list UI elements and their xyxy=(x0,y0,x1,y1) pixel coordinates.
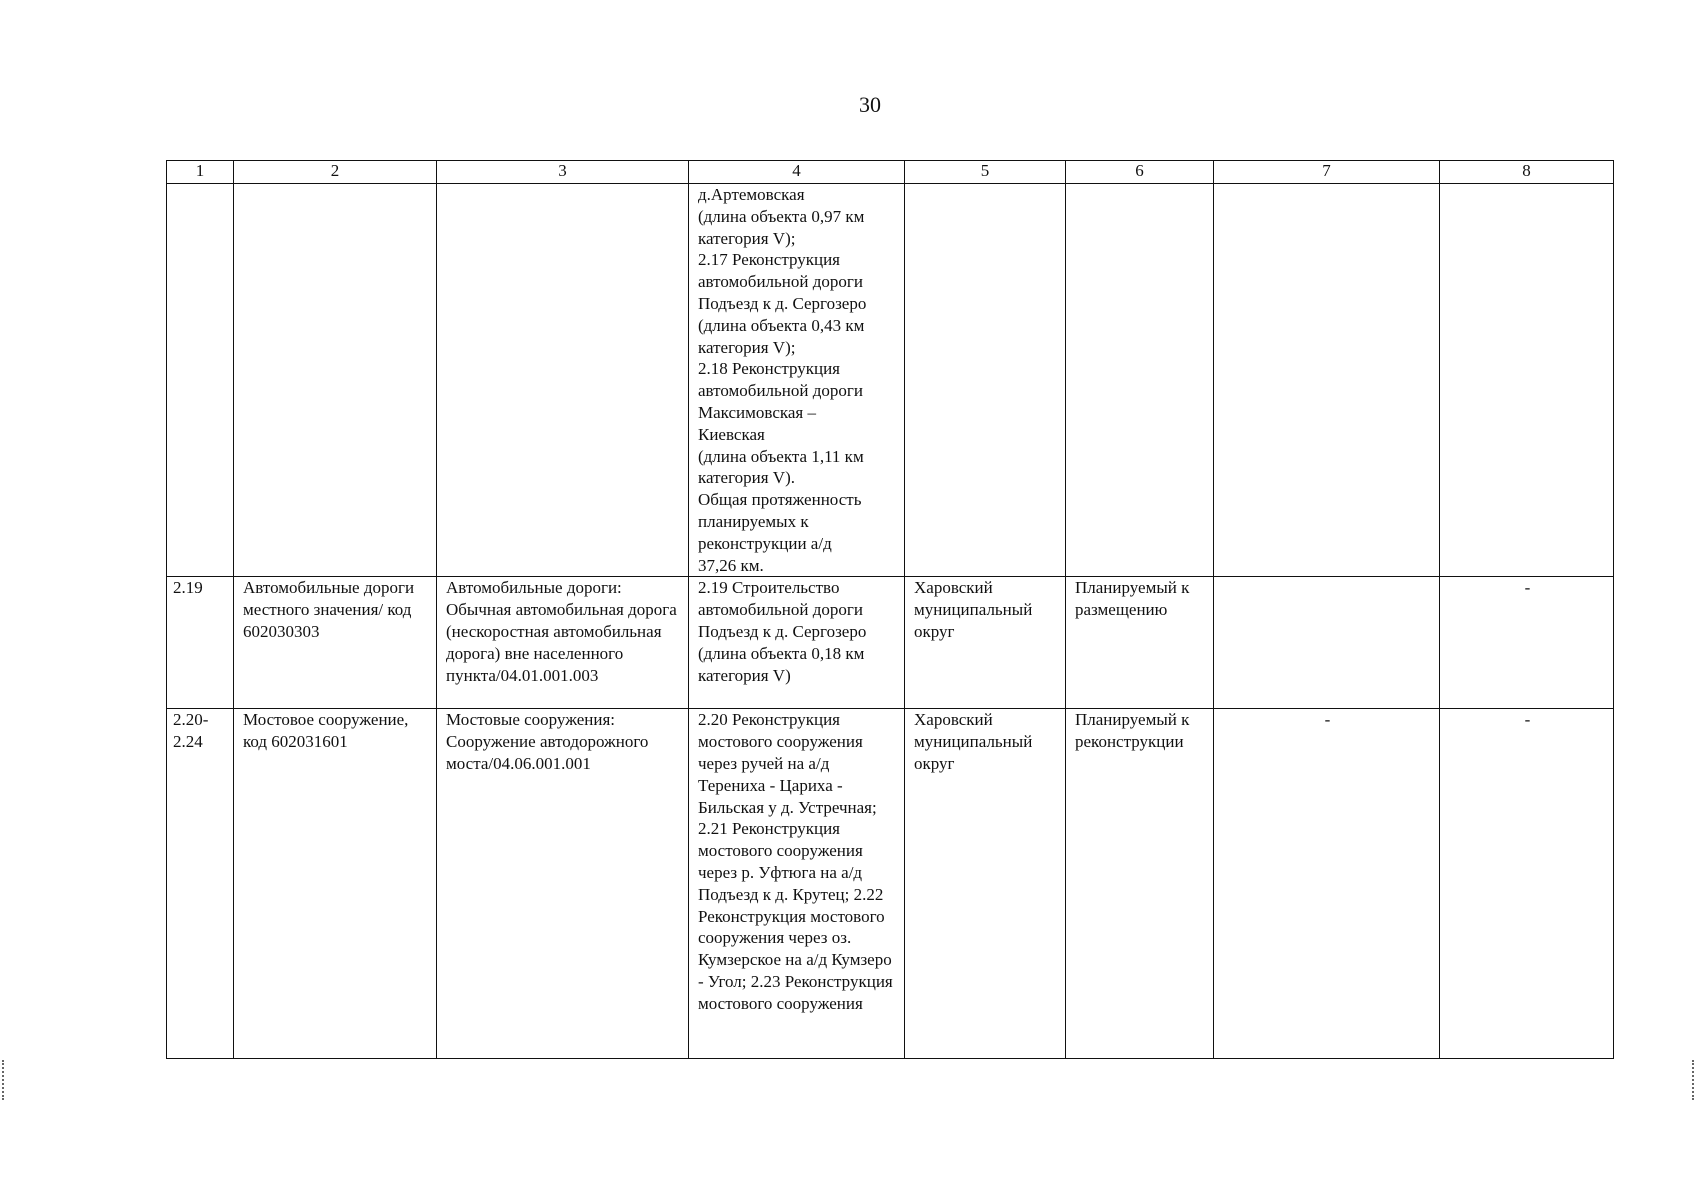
scan-edge-mark-right xyxy=(1692,1060,1696,1100)
cell-description xyxy=(689,184,905,577)
description-line: категория V); xyxy=(698,337,796,357)
header-row xyxy=(167,161,1614,184)
description-line: 2.17 Реконструкция xyxy=(698,250,841,270)
cell-classification xyxy=(437,184,689,577)
cell-description: 2.19 Строительство автомобильной дороги Подъезд к д. Сергозеро (длина объекта 0,18 км категория V) xyxy=(689,577,905,709)
description-line: (длина объекта 0,43 км xyxy=(698,315,865,335)
column-header-3: 3 xyxy=(437,161,689,184)
column-header-8: 8 xyxy=(1440,161,1614,184)
cell-status: Планируемый к реконструкции xyxy=(1066,709,1214,1059)
cell-classification: Автомобильные дороги: Обычная автомобильная дорога (нескоростная автомобильная дорога) вне населенного пункта/04.01.001.003 xyxy=(437,577,689,709)
column-header-1: 1 xyxy=(167,161,234,184)
description-line: Общая протяженность xyxy=(698,490,862,510)
cell-number: 2.20-2.24 xyxy=(167,709,234,1059)
cell-number: 2.19 xyxy=(167,577,234,709)
cell-object-type: Мостовое сооружение, код 602031601 xyxy=(234,709,437,1059)
cell-object-type xyxy=(234,184,437,577)
column-header-7: 7 xyxy=(1214,161,1440,184)
description-line: категория V); xyxy=(698,228,796,248)
column-header-4: 4 xyxy=(689,161,905,184)
description-line: реконструкции а/д xyxy=(698,533,832,553)
table-row-continuation xyxy=(167,184,1614,577)
cell-col7 xyxy=(1214,577,1440,709)
cell-number xyxy=(167,184,234,577)
cell-status: Планируемый к размещению xyxy=(1066,577,1214,709)
description-line: (длина объекта 1,11 км xyxy=(698,446,864,466)
cell-status xyxy=(1066,184,1214,577)
cell-col8: - xyxy=(1440,709,1614,1059)
page-number: 30 xyxy=(859,92,881,117)
description-line: 37,26 км. xyxy=(698,555,764,575)
column-header-6: 6 xyxy=(1066,161,1214,184)
cell-col8: - xyxy=(1440,577,1614,709)
column-header-2: 2 xyxy=(234,161,437,184)
description-line: Подъезд к д. Сергозеро xyxy=(698,293,867,313)
description-line: планируемых к xyxy=(698,511,809,531)
cell-col8 xyxy=(1440,184,1614,577)
description-line: автомобильной дороги xyxy=(698,272,863,292)
table-row xyxy=(167,709,1614,1059)
cell-col7 xyxy=(1214,184,1440,577)
cell-municipality: Харовский муниципальный округ xyxy=(905,577,1066,709)
cell-object-type: Автомобильные дороги местного значения/ код 602030303 xyxy=(234,577,437,709)
cell-description: 2.20 Реконструкция мостового сооружения через ручей на а/д Терениха - Цариха - Бильская у д. Устречная; 2.21 Реконструкция мостового сооружения через р. Уфтюга на а/д Подъезд к д. Крутец; 2.22 Реконструкция мостового сооружения через оз. Кумзерское на а/д Кумзеро - Угол; 2.23 Реконструкция мостового сооружения xyxy=(689,709,905,1059)
table-row xyxy=(167,577,1614,709)
planning-table xyxy=(166,160,1614,1059)
description-line: Максимовская – xyxy=(698,402,816,422)
cell-municipality xyxy=(905,184,1066,577)
description-line: д.Артемовская xyxy=(698,185,805,204)
cell-col7: - xyxy=(1214,709,1440,1059)
description-line: категория V). xyxy=(698,468,795,488)
cell-classification: Мостовые сооружения: Сооружение автодорожного моста/04.06.001.001 xyxy=(437,709,689,1059)
description-line: автомобильной дороги xyxy=(698,381,863,401)
description-line: (длина объекта 0,97 км xyxy=(698,206,865,226)
description-line: 2.18 Реконструкция xyxy=(698,359,841,379)
column-header-5: 5 xyxy=(905,161,1066,184)
description-line: Киевская xyxy=(698,424,765,444)
cell-municipality: Харовский муниципальный округ xyxy=(905,709,1066,1059)
scan-edge-mark-left xyxy=(2,1060,6,1100)
